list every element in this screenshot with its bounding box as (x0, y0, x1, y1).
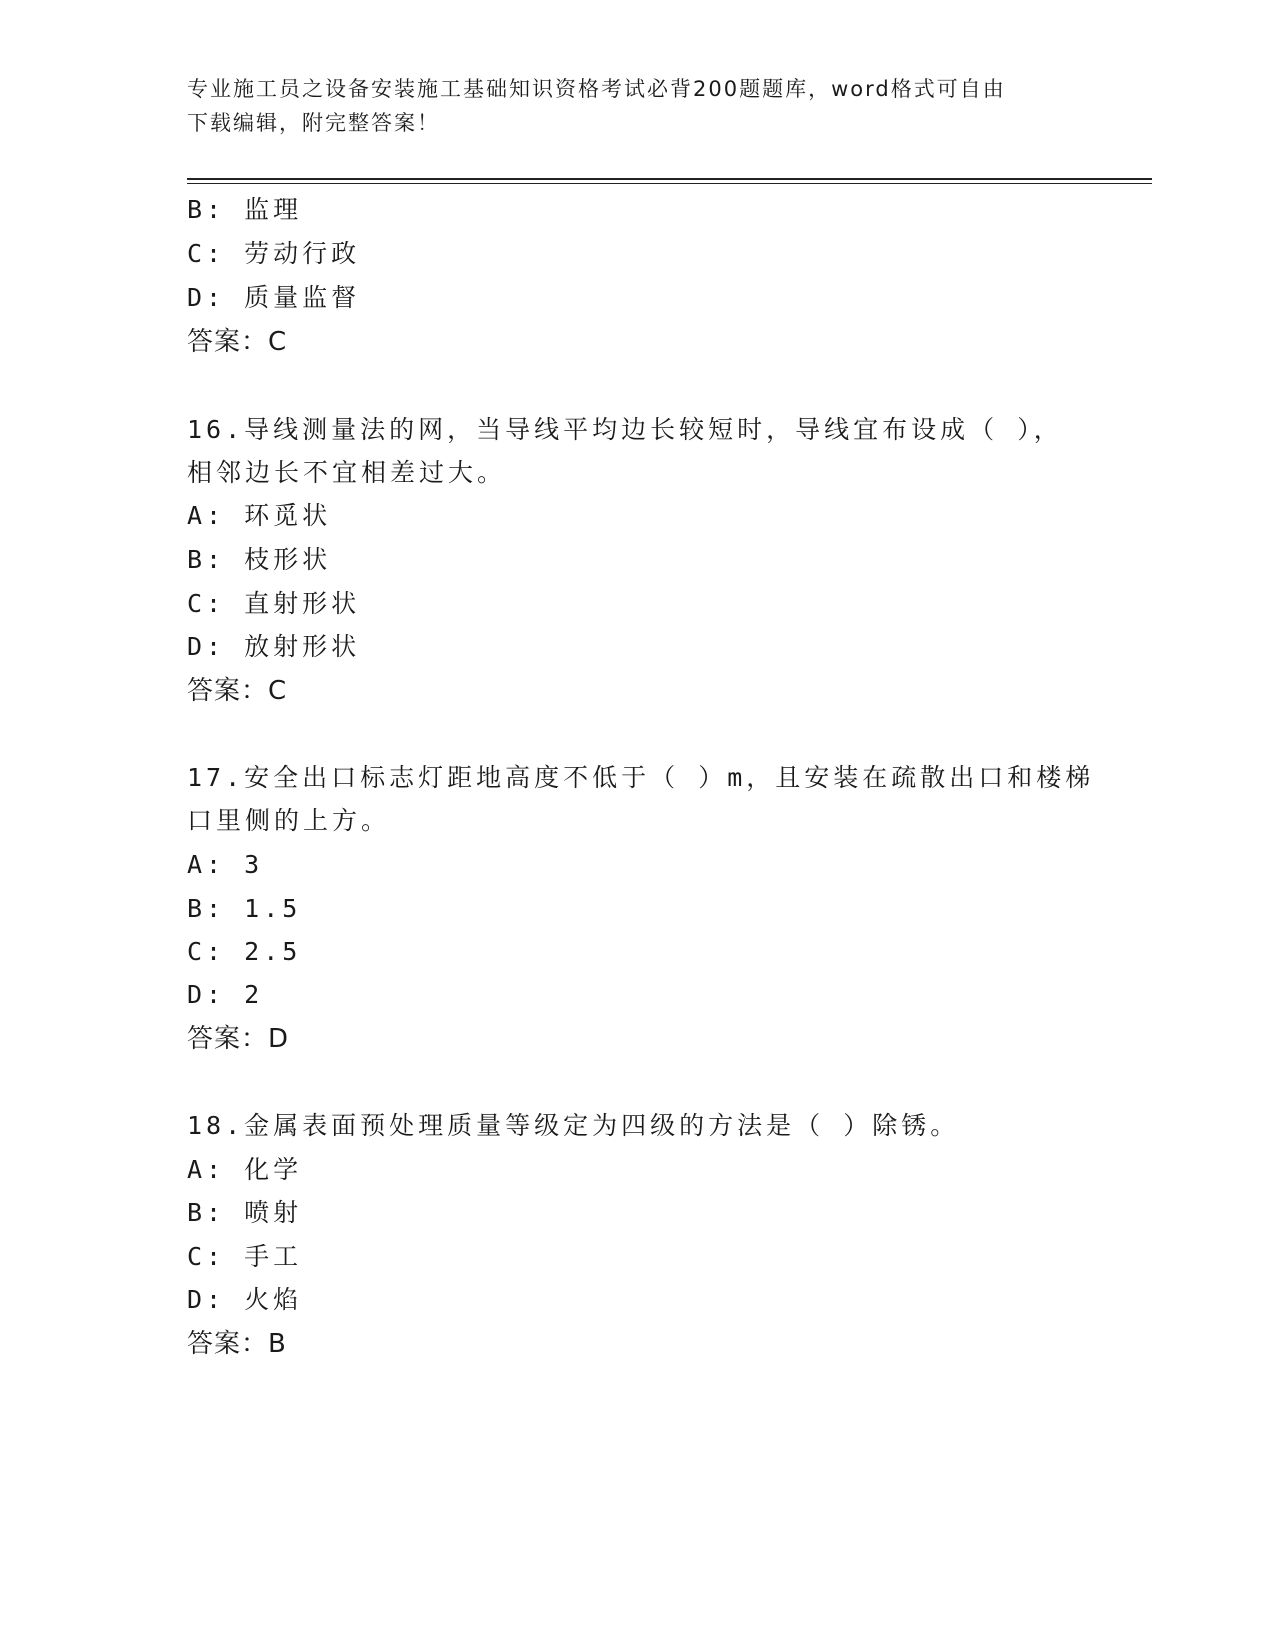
prev-option-b: B: 监理 (187, 195, 303, 224)
q17-stem-line-1: 17.安全出口标志灯距地高度不低于（ ）m，且安装在疏散出口和楼梯 (187, 763, 1095, 792)
q18-option-c: C: 手工 (187, 1242, 303, 1271)
q16-option-b: B: 枝形状 (187, 545, 332, 574)
header-divider-thin (187, 183, 1152, 184)
header-line-2: 下载编辑，附完整答案！ (187, 111, 440, 135)
prev-option-c: C: 劳动行政 (187, 239, 361, 268)
document-header (187, 72, 1087, 140)
q16-option-c: C: 直射形状 (187, 589, 361, 618)
q17-option-a: A: 3 (187, 850, 264, 879)
q17-stem-line-2: 口里侧的上方。 (187, 806, 391, 835)
header-divider-thick (187, 178, 1152, 180)
header-line-1: 专业施工员之设备安装施工基础知识资格考试必背200题题库，word格式可自由 (187, 77, 1006, 101)
q17-option-c: C: 2.5 (187, 937, 302, 966)
q18-answer: 答案：B (187, 1329, 287, 1359)
q17-answer: 答案：D (187, 1024, 290, 1054)
q16-option-a: A: 环觅状 (187, 501, 332, 530)
q16-stem-line-2: 相邻边长不宜相差过大。 (187, 458, 507, 487)
q18-option-a: A: 化学 (187, 1155, 303, 1184)
q17-option-b: B: 1.5 (187, 894, 302, 923)
q16-stem-line-1: 16.导线测量法的网，当导线平均边长较短时，导线宜布设成（ ）， (187, 415, 1063, 444)
q17-option-d: D: 2 (187, 980, 264, 1009)
q18-stem-line-1: 18.金属表面预处理质量等级定为四级的方法是（ ）除锈。 (187, 1111, 960, 1140)
prev-option-d: D: 质量监督 (187, 283, 361, 312)
prev-answer: 答案：C (187, 327, 288, 357)
q16-answer: 答案：C (187, 676, 288, 706)
q18-option-b: B: 喷射 (187, 1198, 303, 1227)
q18-option-d: D: 火焰 (187, 1285, 303, 1314)
q16-option-d: D: 放射形状 (187, 632, 361, 661)
